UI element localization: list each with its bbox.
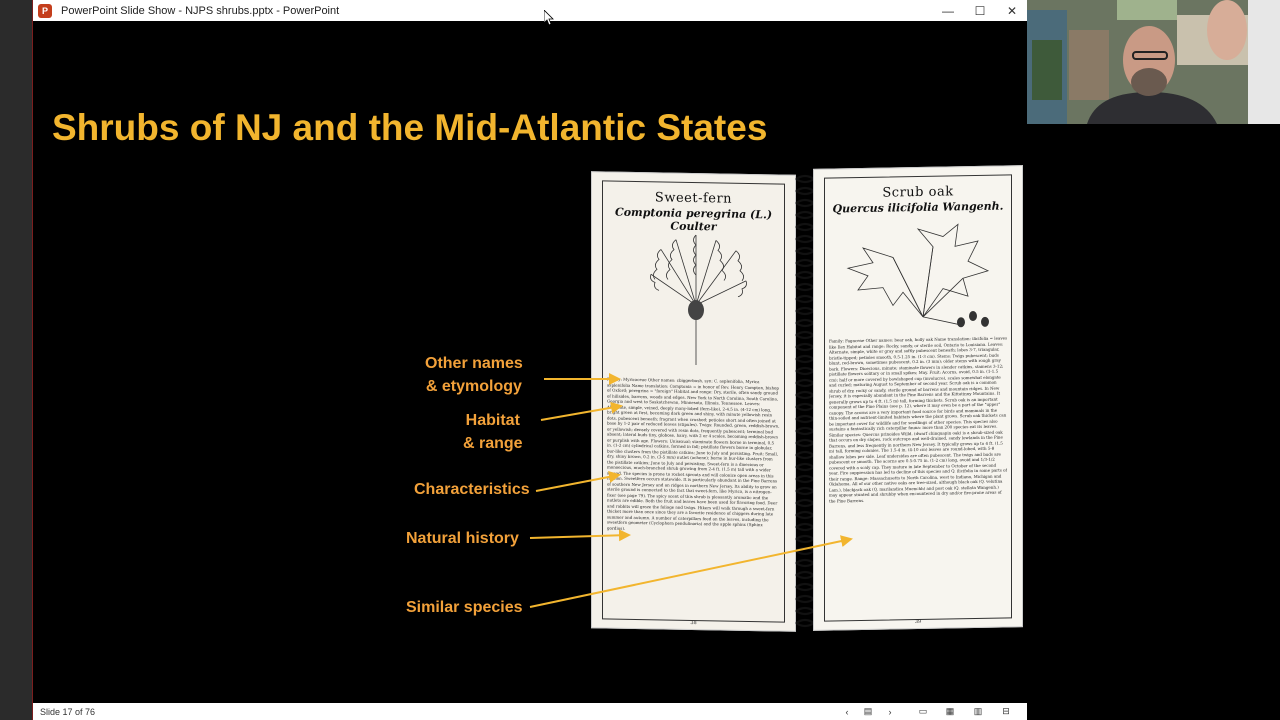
close-button[interactable]: ✕: [1006, 3, 1018, 18]
slideshow-icon[interactable]: ⊟: [1002, 706, 1010, 716]
title-bar[interactable]: [33, 0, 1028, 21]
common-name-scrub-oak: Scrub oak: [882, 184, 954, 201]
scientific-name-sweet-fern: Comptonia peregrina (L.) Coulter: [614, 205, 773, 234]
maximize-button[interactable]: ☐: [974, 3, 986, 18]
page-number-left: 38: [690, 619, 697, 627]
webcam-feed: [1027, 0, 1248, 124]
callout-natural-history: Natural history: [406, 530, 519, 547]
desktop-background-strip: [1248, 0, 1280, 124]
powerpoint-app-icon[interactable]: P: [38, 4, 52, 18]
notes-icon[interactable]: ▤: [863, 706, 873, 716]
callout-similar-species: Similar species: [406, 599, 523, 616]
arrow-similar-species: [530, 539, 851, 607]
arrow-characteristics: [536, 475, 619, 491]
callout-arrows: [33, 21, 1028, 703]
callout-characteristics: Characteristics: [414, 481, 530, 498]
callout-habitat-line1: Habitat: [465, 412, 520, 429]
arrow-habitat: [541, 406, 621, 420]
callout-other-names-line1: Other names: [425, 355, 523, 372]
page-number-right: 39: [914, 618, 922, 626]
common-name-sweet-fern: Sweet-fern: [654, 190, 733, 207]
slide-counter: Slide 17 of 76: [40, 706, 96, 717]
slide-canvas[interactable]: [33, 21, 1028, 703]
normal-view-icon[interactable]: ▭: [918, 706, 928, 716]
minimize-button[interactable]: —: [942, 3, 954, 18]
mouse-cursor-icon: [544, 10, 554, 26]
sweet-fern-description: Family: Myricaceae Other names: cbiggerbush, syn: C. asplenifolia, Myrica asplenifolia Name translation: Comptonia = in honor of Rev. Henry Compton, bishop of Oxford; peregrina = "foreign" Habitat and range: Dry, sterile, often sandy ground of hillsides, barrens, woods and edges. New York to North Carolina, South Carolina, Georgia and west to Saskatchewan, Minnesota, Illinois, Tennessee. Leaves: Alternate, simple, veined, deeply many-lobed (fern-like), 2-4.5 in. (4-12 cm) long, bright green at first, becoming dark green and shiny, with minute yellowish resin dots, pubescent beneath; fragrant when crushed; petioles short and often joined at base by 1-2 pair of reduced leaves (stipules). Twigs: Rounded, green, reddish-brown, or yellowish; densely covered with resin dots, frequently pubescent; terminal bud absent; lateral buds tiny, globose, hairy, with 2 or 4 scales, becoming reddish-brown or purplish with age. Flowers: Unisexual; staminate flowers borne in terminal, 0.5 in. (1-2 cm) cylindrical catkins, formed in fall; pistillate flowers borne in globular, bur-like clusters from the pistillate catkins; June to July and persisting. Fruit: Small, dry, shiny brown, 0.2 in. (3-5 mm) nutlet (achene); borne in bur-like clusters from the pistillate catkins; June to July and persisting. Sweet-fern is a dioecious or monoecious, much-branched shrub growing from 2-4 ft. (1.5 m) tall with a wider spread. The species is prone to rocket sprouts and will colonize open areas in this fashion. Sweetfern occurs statewide. It is particularly abundant in the Pine Barrens of southern New Jersey and on ridges in northern New Jersey. Its ability to grow on sterile ground is connected to the fact that sweet-fern, like Myrica, is a nitrogen-fixer (see page 79). The spicy scent of this shrub is pleasantly aromatic and the nutlets are edible. Both the fruit and leaves have been used for flavoring food. Deer and rabbits will graze the foliage and twigs. Hikers will walk through a sweet-fern thicket more than once since they are a favorite residence of chiggers during late summer and autumn. A number of caterpillars feed on the leaves, including the sweetfern geometer (Cyclophora pendulinaria) and the apple sphinx (Sphinx gordius).: [607, 376, 780, 531]
presenter-video: [1027, 0, 1248, 124]
powerpoint-window: [32, 0, 1027, 720]
chevron-right-icon[interactable]: ›: [888, 706, 892, 717]
status-bar: [33, 703, 1028, 720]
scrub-oak-description: Family: Fagaceae Other names: bear oak, holly oak Name translation: ilicifolia = leaves like Ilex Habitat and range: Rocky, sandy, or sterile soil, Ontario to Louisiana. Leaves: Alternate, simple, white or gray and softly pubescent beneath; lobes 3-7, triangular, bristle-tipped; petioles smooth, 0.5-1.25 in. (1-3 cm). Stems: Twigs pubescent; buds blunt, red-brown, sometimes pubescent, 0.2 in. (3 mm); older stems with rough gray bark. Flowers: Dioecious, minute; staminate flowers in slender catkins, stamens 3-12; pistillate flowers solitary or in small spikes; May. Fruit: Acorns, ovoid, 0.5 in. (1-1.5 cm); half or more covered by bowlshaped cup (involucre), scales somewhat elongate and curled; maturing August to September of second year. Scrub oak is a common shrub of dry, rocky or sandy, sterile ground of barrens and mountain ridges. In New Jersey, it is especially abundant in the Pine Barrens and the Kittatinny Mountains. It generally grows up to 4 ft. (1.5 m) tall, forming thickets. Scrub oak is an important component of the Pine Plains (see p. 12), where it may even be a part of the "upper" canopy. The acorns are a very important food source for birds and mammals in the thin-soiled and nutrient-limited habitats where the plant grows. Scrub oak thickets can be important cover for wildlife and for seedlings of other species. This species also sustains a fantastically rich caterpillar fauna: more than 200 species eat its leaves. Similar species: Quercus prinoides Willd. (dwarf chinquapin oak) is a shrub-sized oak that occurs on dry slopes, rock outcrops and well-drained, sandy lowlands in the Pine Barrens, and less frequently in northern New Jersey. It typically grows up to 4 ft. (1.5 m) tall, forming colonies. The 1.5-4 in. (4-10 cm) leaves are round-lobed, with 5-8 shallow lobes per side. Leaf undersides are often pubescent. The twigs and buds are pubescent or smooth. The acorns are 0.5-0.75 in. (1-2 cm) long, ovoid and 1/3-1/2 covered with a scaly cap. They mature in late September to October of the second year. Fire suppression has led to decline of this species and Q. ilicifolia in some parts of their range. Range: Massachusetts to North Carolina, west to Indiana, Michigan and Oklahoma. All of our other native oaks are tree-sized, although black oak (Q. velutina Lam.), blackjack oak (Q. marilandica Muenchh) and post oak (Q. stellata Wangenh.) may appear stunted and shrubby when encountered in dry and/or fire-prone areas of the Pine Barrens.: [829, 335, 1007, 504]
reading-view-icon[interactable]: ▥: [973, 706, 983, 716]
scientific-name-scrub-oak: Quercus ilicifolia Wangenh.: [832, 199, 1004, 216]
desktop-background: [1027, 124, 1280, 720]
callout-habitat-line2: & range: [463, 435, 523, 452]
chevron-left-icon[interactable]: ‹: [845, 706, 849, 717]
slide-sorter-icon[interactable]: ▦: [945, 706, 955, 716]
slide-title: Shrubs of NJ and the Mid-Atlantic States: [52, 107, 768, 148]
arrow-natural-history: [530, 535, 629, 538]
window-title: PowerPoint Slide Show - NJPS shrubs.pptx - PowerPoint: [61, 4, 340, 17]
callout-other-names-line2: & etymology: [425, 378, 522, 395]
